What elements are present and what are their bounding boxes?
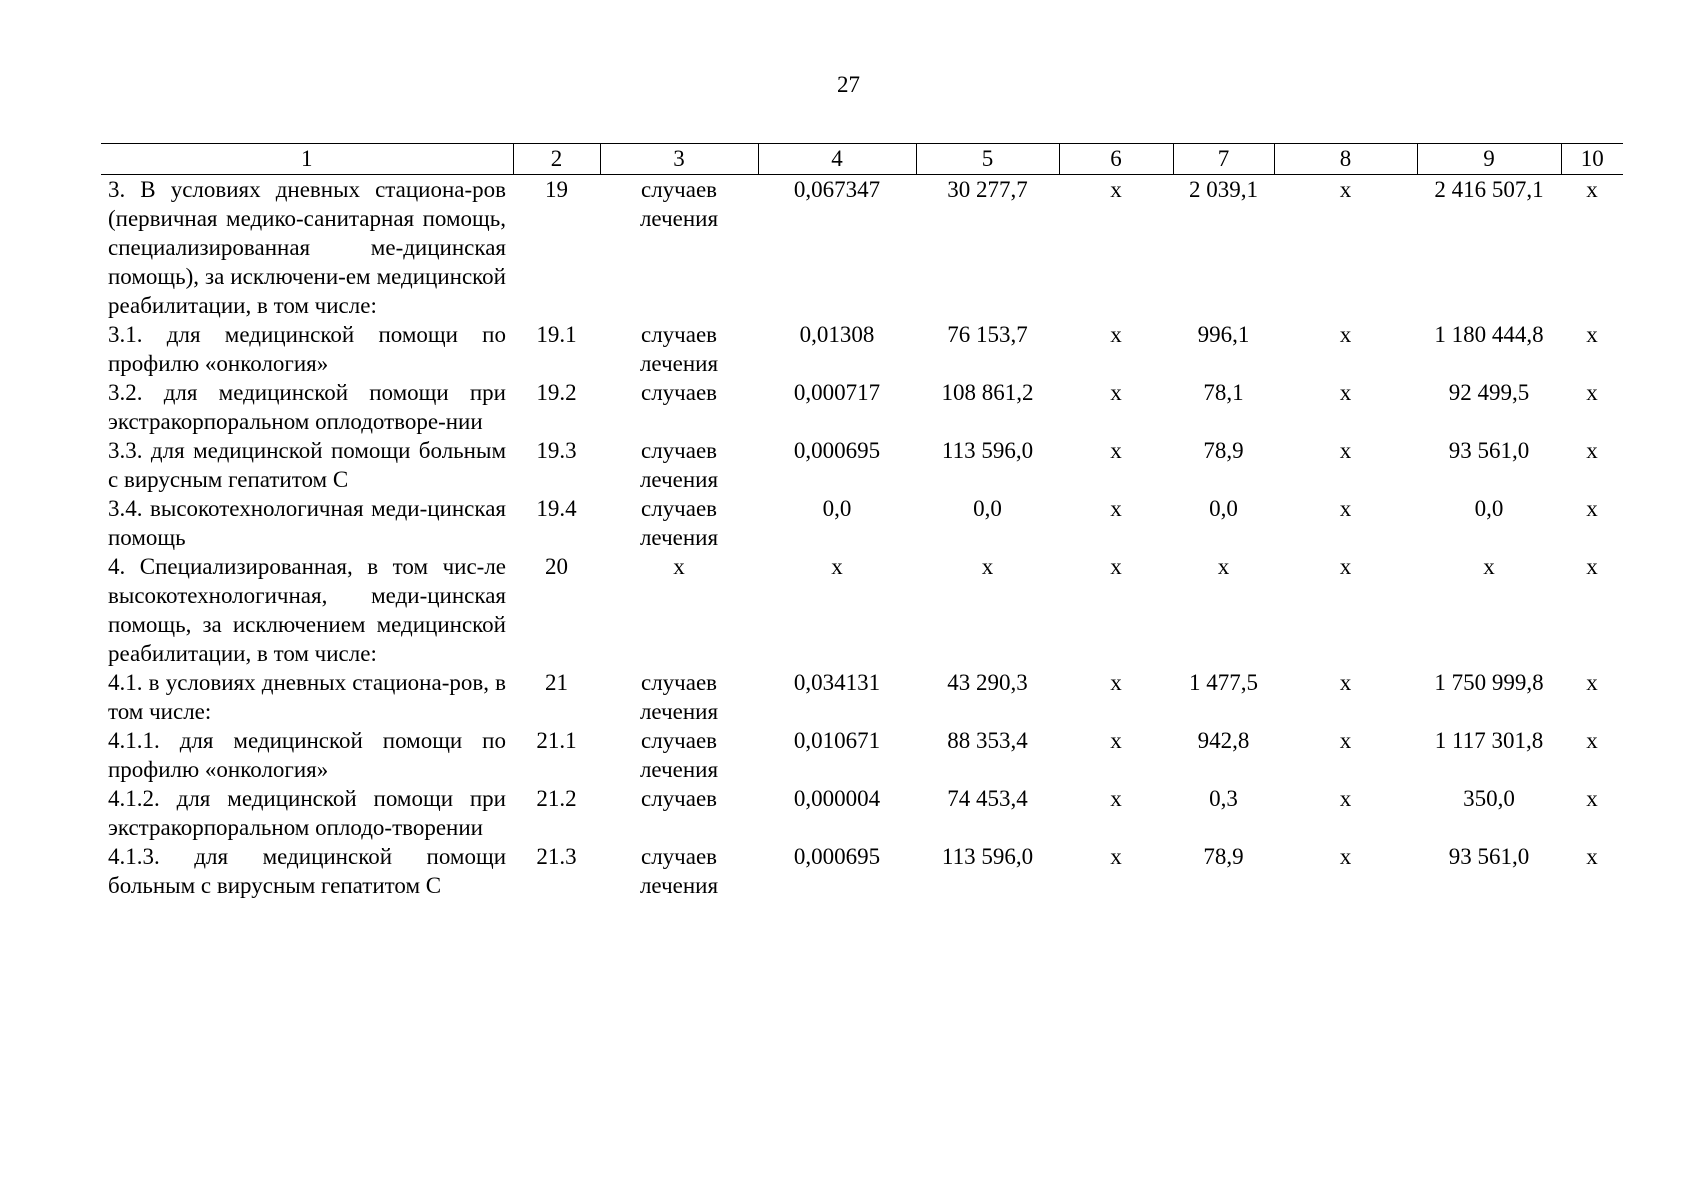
row-col8-cell: х: [1339, 844, 1352, 869]
row-col9-cell: 92 499,5: [1448, 380, 1530, 405]
row-col10-cell: х: [1586, 844, 1598, 869]
row-col7-cell: 0,0: [1209, 496, 1238, 521]
row-col8-cell: х: [1339, 786, 1352, 811]
row-col8-cell: х: [1339, 728, 1352, 753]
row-code-cell: 19.4: [536, 496, 577, 521]
row-col7-cell: 996,1: [1197, 322, 1250, 347]
row-code-cell: 19: [545, 177, 568, 202]
row-col6-cell: х: [1110, 554, 1122, 579]
table-body: [101, 175, 1623, 901]
table-row: [101, 668, 1623, 726]
column-header: 3: [600, 144, 758, 175]
row-name-cell: 3.2. для медицинской помощи при экстракорпоральном оплодотворе-нии: [108, 380, 506, 434]
row-col5-cell: х: [981, 554, 994, 579]
row-col9-cell: 1 117 301,8: [1434, 728, 1544, 753]
row-code-cell: 19.1: [536, 322, 577, 347]
row-col4-cell: 0,067347: [793, 177, 881, 202]
row-col6-cell: х: [1110, 438, 1122, 463]
row-col9-cell: 1 750 999,8: [1434, 670, 1544, 695]
data-table: [101, 143, 1623, 900]
row-col8-cell: х: [1339, 380, 1352, 405]
row-col8-cell: х: [1339, 322, 1352, 347]
row-col6-cell: х: [1110, 844, 1122, 869]
row-unit-cell: случаев лечения: [639, 322, 719, 376]
row-col8-cell: х: [1339, 438, 1352, 463]
row-col9-cell: 350,0: [1463, 786, 1515, 811]
row-col9-cell: 0,0: [1474, 496, 1504, 521]
table-row: [101, 436, 1623, 494]
row-col8-cell: х: [1339, 554, 1352, 579]
row-col6-cell: х: [1110, 496, 1122, 521]
row-code-cell: 19.2: [536, 380, 577, 405]
row-col6-cell: х: [1110, 322, 1122, 347]
table-row: [101, 552, 1623, 668]
table-row: [101, 494, 1623, 552]
row-col7-cell: 78,9: [1203, 844, 1244, 869]
row-col7-cell: 78,9: [1203, 438, 1244, 463]
row-code-cell: 21.1: [536, 728, 577, 753]
page-number: 27: [837, 72, 860, 97]
row-code-cell: 20: [545, 554, 568, 579]
row-col10-cell: х: [1586, 554, 1598, 579]
row-unit-cell: случаев: [640, 380, 718, 405]
row-unit-cell: случаев лечения: [639, 177, 719, 231]
table-row: [101, 784, 1623, 842]
row-col5-cell: 43 290,3: [947, 670, 1028, 695]
row-col5-cell: 108 861,2: [941, 380, 1034, 405]
column-header: 4: [758, 144, 916, 175]
row-col6-cell: х: [1110, 177, 1122, 202]
column-header: 8: [1274, 144, 1417, 175]
row-col6-cell: х: [1110, 786, 1122, 811]
row-name-cell: 4.1.3. для медицинской помощи больным с вирусным гепатитом С: [108, 844, 506, 898]
table-row: [101, 842, 1623, 900]
row-col5-cell: 113 596,0: [941, 844, 1034, 869]
row-code-cell: 21.2: [536, 786, 577, 811]
column-header: 10: [1561, 144, 1623, 175]
row-col7-cell: х: [1217, 554, 1230, 579]
row-col5-cell: 88 353,4: [947, 728, 1028, 753]
row-col5-cell: 0,0: [973, 496, 1002, 521]
row-col6-cell: х: [1110, 380, 1122, 405]
row-code-cell: 21.3: [536, 844, 577, 869]
row-col10-cell: х: [1586, 322, 1598, 347]
column-number-row: [101, 144, 1623, 175]
row-col4-cell: х: [831, 554, 843, 579]
row-col8-cell: х: [1339, 670, 1352, 695]
row-col10-cell: х: [1586, 670, 1598, 695]
row-name-cell: 3.3. для медицинской помощи больным с вирусным гепатитом С: [108, 438, 506, 492]
row-col5-cell: 74 453,4: [947, 786, 1028, 811]
row-col9-cell: 93 561,0: [1448, 438, 1530, 463]
row-col10-cell: х: [1586, 786, 1598, 811]
row-unit-cell: случаев лечения: [639, 670, 719, 724]
row-name-cell: 4.1.1. для медицинской помощи по профилю «онкология»: [108, 728, 506, 782]
row-col4-cell: 0,000717: [793, 380, 881, 405]
row-col10-cell: х: [1586, 496, 1598, 521]
row-col9-cell: 1 180 444,8: [1434, 322, 1544, 347]
row-col7-cell: 1 477,5: [1189, 670, 1258, 695]
table-row: [101, 378, 1623, 436]
column-header: 2: [513, 144, 600, 175]
row-col4-cell: 0,000695: [793, 438, 881, 463]
row-col6-cell: х: [1110, 670, 1122, 695]
row-unit-cell: случаев лечения: [639, 438, 719, 492]
row-name-cell: 4. Специализированная, в том чис-ле высокотехнологичная, меди-цинская помощь, за исключением медицинской реабилитации, в том числе:: [108, 554, 506, 666]
column-header: 9: [1417, 144, 1561, 175]
row-col7-cell: 0,3: [1209, 786, 1238, 811]
row-name-cell: 4.1.2. для медицинской помощи при экстракорпоральном оплодо-творении: [108, 786, 506, 840]
row-unit-cell: случаев: [640, 786, 718, 811]
row-name-cell: 4.1. в условиях дневных стациона-ров, в том числе:: [108, 670, 506, 724]
row-col10-cell: х: [1586, 177, 1598, 202]
row-col8-cell: х: [1339, 496, 1352, 521]
row-col7-cell: 942,8: [1197, 728, 1250, 753]
row-unit-cell: случаев лечения: [639, 844, 719, 898]
table-row: [101, 320, 1623, 378]
row-col10-cell: х: [1586, 438, 1598, 463]
row-col4-cell: 0,010671: [793, 728, 881, 753]
row-col9-cell: 2 416 507,1: [1434, 177, 1544, 202]
column-header: 1: [101, 144, 513, 175]
row-col8-cell: х: [1339, 177, 1352, 202]
row-col4-cell: 0,000695: [793, 844, 881, 869]
row-unit-cell: случаев лечения: [639, 496, 719, 550]
row-col4-cell: 0,01308: [799, 322, 875, 347]
table-row: [101, 726, 1623, 784]
table-row: [101, 175, 1623, 321]
row-name-cell: 3.4. высокотехнологичная меди-цинская помощь: [108, 496, 506, 550]
row-col4-cell: 0,034131: [793, 670, 881, 695]
row-unit-cell: х: [673, 554, 685, 579]
column-header: 7: [1173, 144, 1274, 175]
row-code-cell: 21: [545, 670, 568, 695]
row-col10-cell: х: [1586, 380, 1598, 405]
row-col7-cell: 78,1: [1203, 380, 1244, 405]
row-name-cell: 3.1. для медицинской помощи по профилю «онкология»: [108, 322, 506, 376]
row-col4-cell: 0,000004: [793, 786, 881, 811]
row-col7-cell: 2 039,1: [1189, 177, 1258, 202]
row-col9-cell: 93 561,0: [1448, 844, 1530, 869]
row-unit-cell: случаев лечения: [639, 728, 719, 782]
column-header: 6: [1059, 144, 1173, 175]
row-col4-cell: 0,0: [822, 496, 852, 521]
row-col9-cell: х: [1483, 554, 1495, 579]
row-col6-cell: х: [1110, 728, 1122, 753]
row-col5-cell: 30 277,7: [947, 177, 1028, 202]
row-col5-cell: 113 596,0: [941, 438, 1034, 463]
row-col10-cell: х: [1586, 728, 1598, 753]
row-code-cell: 19.3: [536, 438, 577, 463]
row-col5-cell: 76 153,7: [947, 322, 1028, 347]
row-name-cell: 3. В условиях дневных стациона-ров (первичная медико-санитарная помощь, специализированная ме-дицинская помощь), за исключени-ем медицинской реабилитации, в том числе:: [108, 177, 506, 318]
column-header: 5: [916, 144, 1059, 175]
